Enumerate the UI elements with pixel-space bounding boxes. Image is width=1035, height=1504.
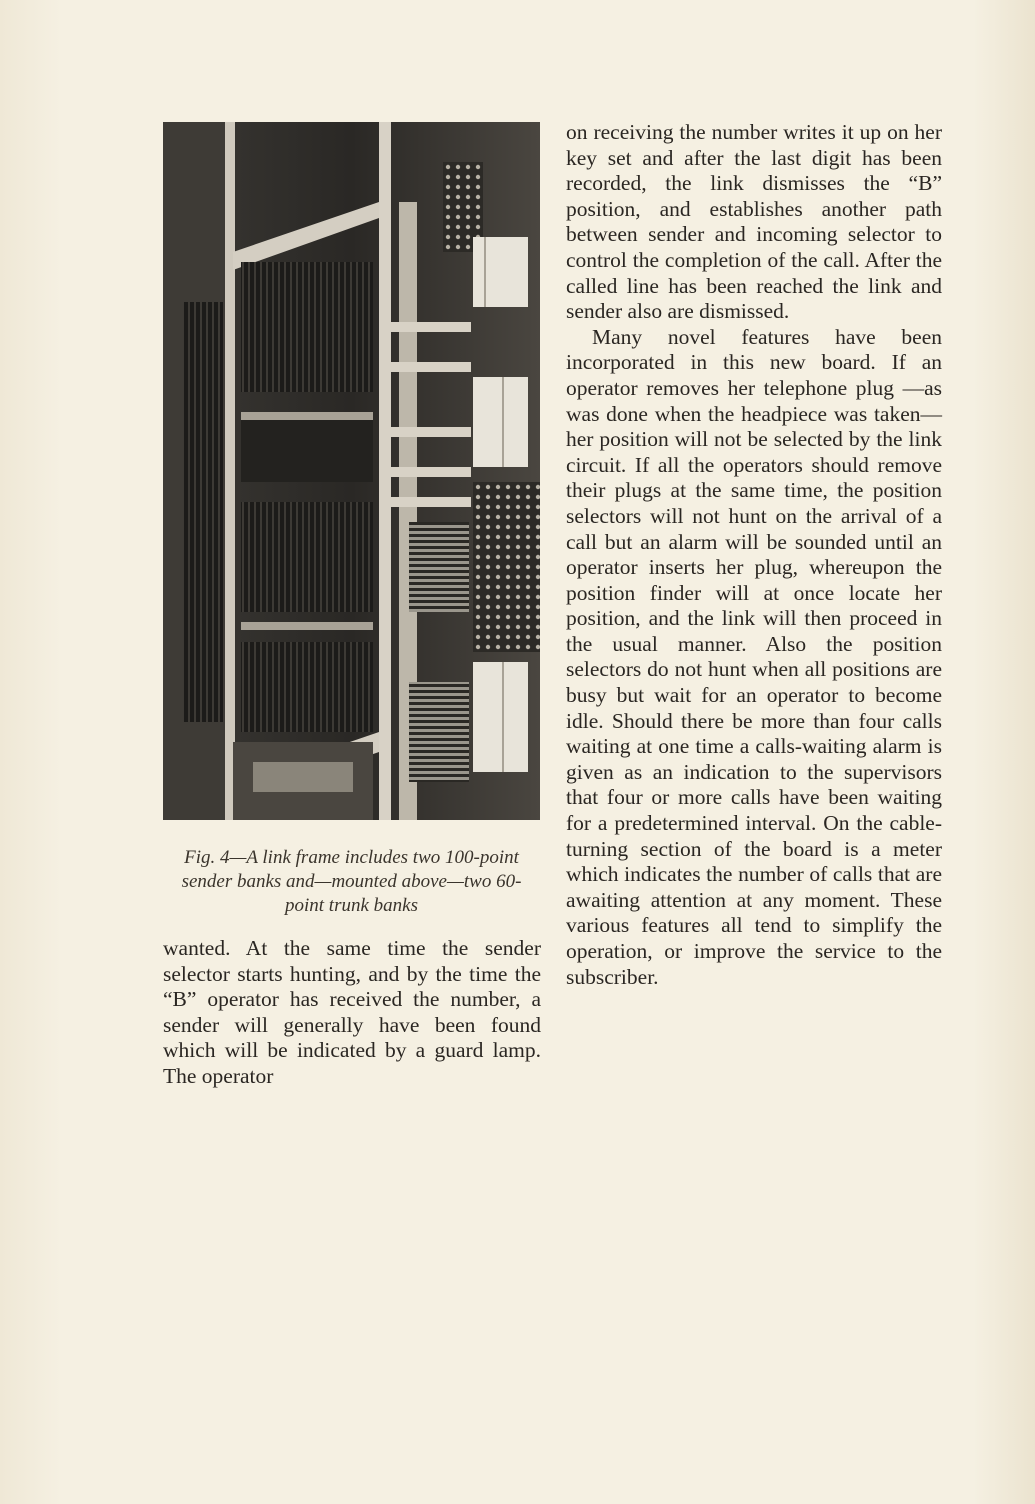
right-paragraph-1: on receiving the number writes it up on her key set and after the last digit has been recorded, the link dismisses the “B” position, and establishes another path between sender and incoming selector to control the completion of the call. After the called line has been reached the link and sender also are dismissed. (566, 120, 942, 324)
link-frame-photograph (163, 122, 540, 820)
left-paragraph: wanted. At the same time the sender selector starts hunting, and by the time the “B” operator has received the number, a sender will generally have been found which will be indicated by a guard lamp. The operator (163, 936, 541, 1088)
left-column (163, 936, 541, 1090)
figure-caption: Fig. 4—A link frame includes two 100-point sender banks and—mounted above—two 60-point trunk banks (181, 847, 522, 916)
right-column (566, 120, 942, 990)
link-frame-photo (163, 122, 540, 820)
right-paragraph-2: Many novel features have been incorporated in this new board. If an operator removes her telephone plug —as was done when the headpiece was taken—her position will not be selected by the link circuit. If all the operators should remove their plugs at the same time, the position selectors will not hunt on the arrival of a call but an alarm will be sounded until an operator inserts her plug, whereupon the position finder will at once locate her position, and the link will then proceed in the usual manner. Also the position selectors do not hunt when all positions are busy but wait for an operator to become idle. Should there be more than four calls waiting at one time a calls-waiting alarm is given as an indication to the supervisors that four or more calls have been waiting for a predetermined interval. On the cable-turning section of the board is a meter which indicates the number of calls that are awaiting attention at any moment. These various features all tend to simplify the operation, or improve the service to the subscriber. (566, 324, 942, 989)
